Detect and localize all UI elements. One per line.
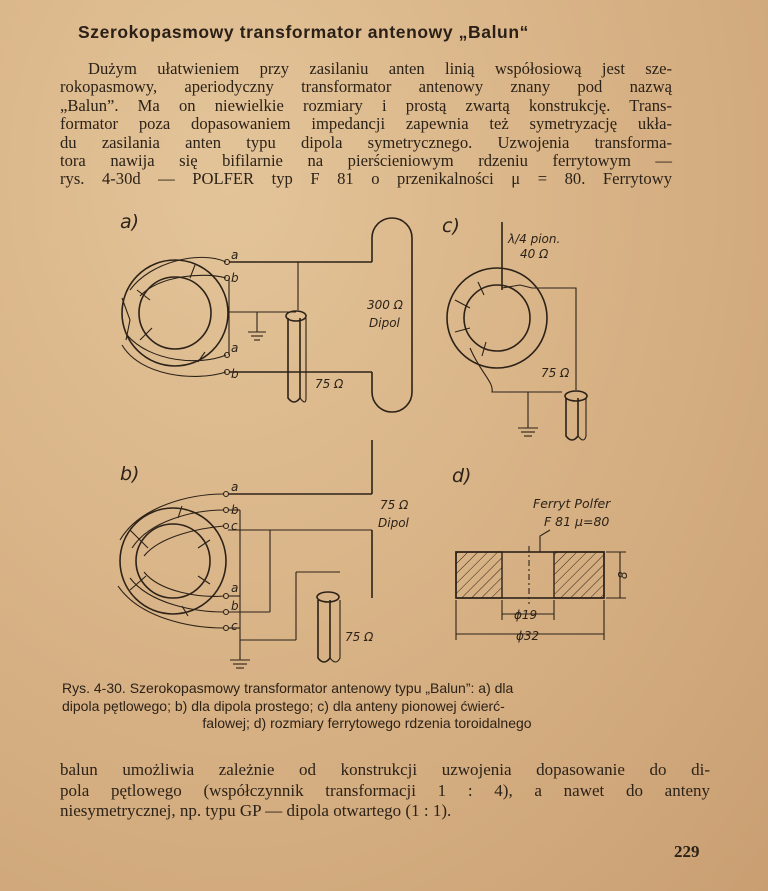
term-c1-b: c [231,519,238,533]
outro-paragraph [60,760,710,822]
term-a1-b: a [231,480,239,494]
antenna-label-c: λ/4 pion. [508,232,561,246]
figure-c-label: c) [442,215,460,237]
caption-line: falowej; d) rozmiary ferrytowego rdzenia toroidalnego [202,715,532,731]
section-heading: Szerokopasmowy transformator antenowy „Balun“ [78,22,529,42]
term-b2-b: b [231,599,239,613]
outro-line: pola pętlowego (współczynnik transformacji 1 : 4), a nawet do anteny [60,780,710,800]
dipole-name-b: Dipol [378,516,409,530]
term-a2-b: a [231,581,239,595]
outro-line: niesymetrycznej, np. typu GP — dipola otwartego (1 : 1). [60,801,452,820]
term-a1-a: a [231,248,239,262]
figure-c [442,215,587,440]
figure-d-label: d) [452,465,472,487]
term-c2-b: c [231,619,238,633]
figure-a-label: a) [120,211,140,233]
core-height-d: 8 [616,571,630,579]
core-outer-d: ϕ32 [516,629,540,643]
caption-line: dipola pętlowego; b) dla dipola prostego; c) dla anteny pionowej ćwierć- [62,697,505,714]
term-b2-a: b [231,367,239,381]
toroid-core-c [447,268,547,368]
intro-line: tora nawija się bifilarnie na pierścieniowym rdzeniu ferrytowym — [60,151,672,171]
outro-line: balun umożliwia zależnie od konstrukcji uzwojenia dopasowanie do di- [60,760,710,779]
intro-line: rys. 4-30d — POLFER typ F 81 o przenikalności μ = 80. Ferrytowy [60,169,672,189]
term-a2-a: a [231,341,239,355]
dipole-name-a: Dipol [369,316,400,330]
page-number: 229 [674,842,700,861]
core-inner-d: ϕ19 [514,608,538,622]
antenna-imp-c: 40 Ω [520,247,549,261]
core-grade-d: F 81 μ=80 [544,514,610,529]
coax-imp-c: 75 Ω [541,366,570,380]
intro-line: „Balun”. Ma on niewielkie rozmiary i prostą zwartą konstrukcję. Trans- [60,95,672,115]
figure-d [452,465,630,643]
toroid-hole-b [136,524,210,598]
figure-b [118,440,410,668]
toroid-hole-c [464,285,530,351]
term-b1-a: b [231,271,239,285]
term-b1-b: b [231,503,239,517]
figure-a [120,211,412,412]
intro-line: formator poza dopasowaniem impedancji zapewnia też symetryzację ukła- [60,114,672,134]
caption-line: Rys. 4-30. Szerokopasmowy transformator antenowy typu „Balun”: a) dla [62,680,514,696]
figure-caption [62,680,672,733]
core-material-d: Ferryt Polfer [533,496,611,511]
figure-b-label: b) [120,463,140,485]
coax-imp-b: 75 Ω [345,630,374,644]
intro-line: du zasilania anten typu dipola symetrycznego. Uzwojenia transforma- [60,132,672,152]
intro-line: Dużym ułatwieniem przy zasilaniu anten linią współosiową jest sze- [88,59,672,78]
dipole-imp-a: 300 Ω [367,298,403,312]
dipole-imp-b: 75 Ω [380,498,409,512]
intro-line: rokopasmowy, aperiodyczny transformator antenowy znany pod nazwą [60,77,672,97]
coax-imp-a: 75 Ω [315,377,344,391]
